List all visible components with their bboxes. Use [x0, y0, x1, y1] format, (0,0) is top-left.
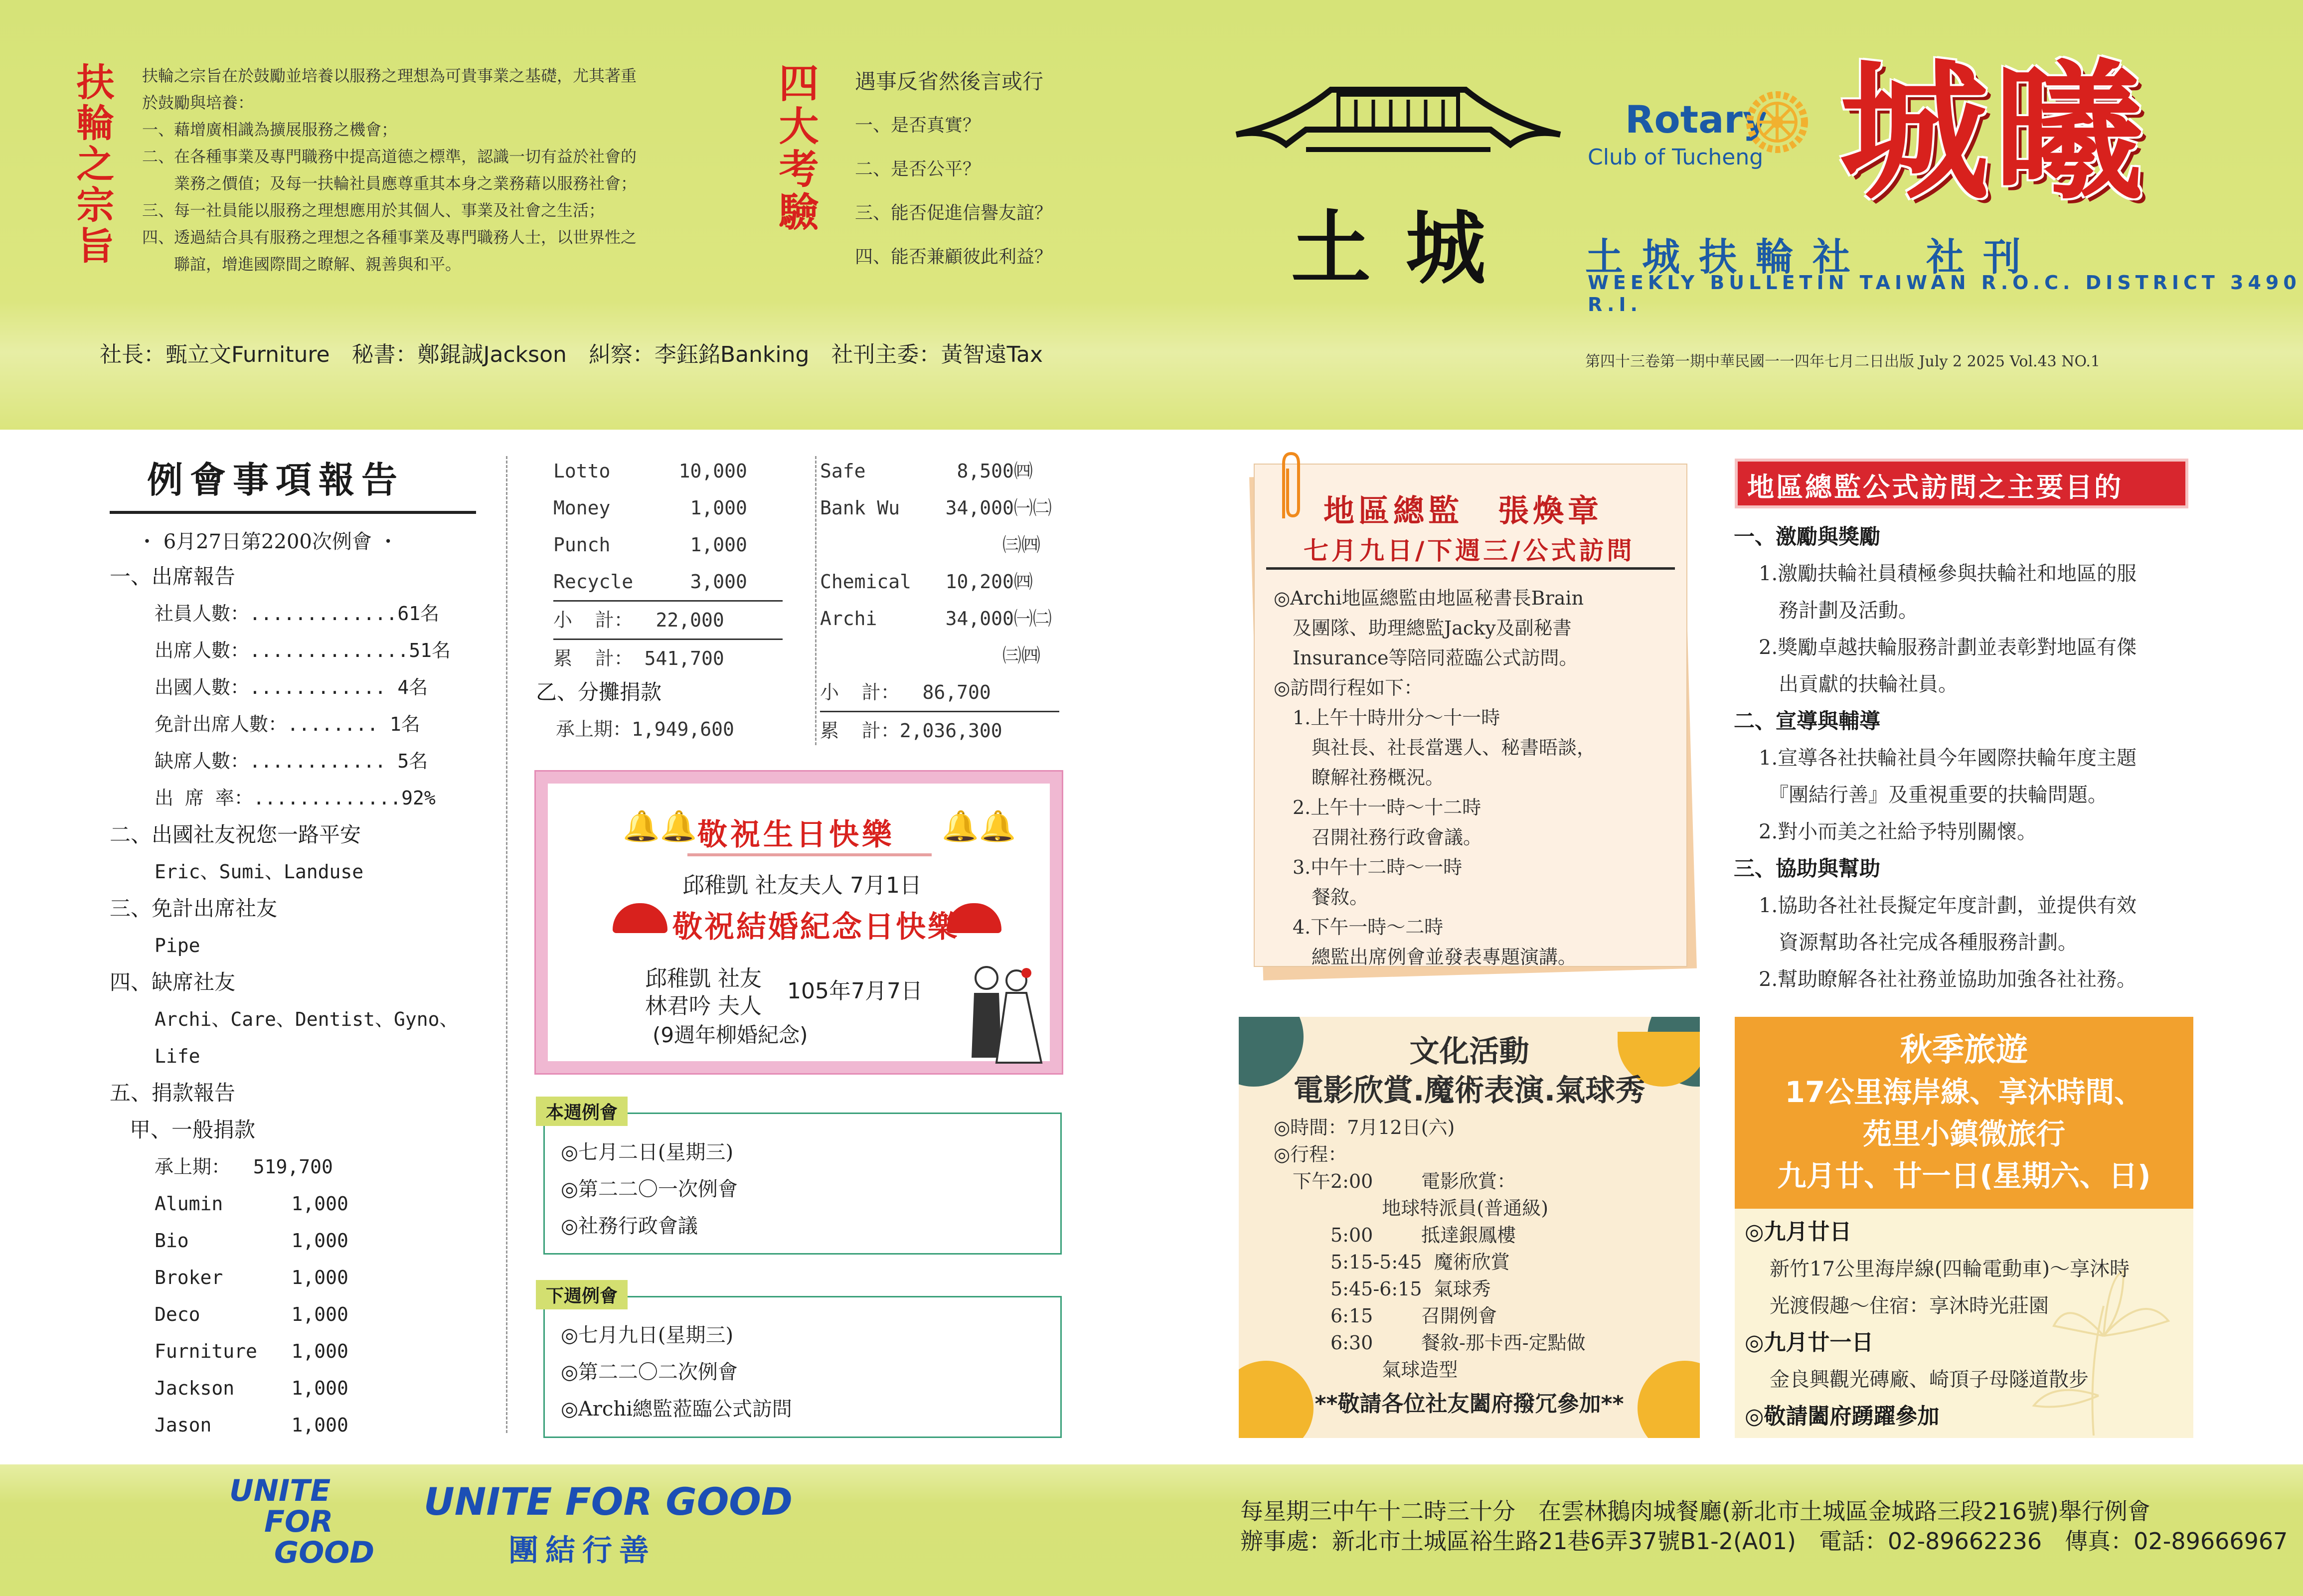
- this-week-tag: 本週例會: [536, 1097, 628, 1126]
- purpose-item: 三、每一社員能以服務之理想應用於其個人、事業及社會之生活；: [142, 201, 605, 220]
- report-line: Pipe: [155, 935, 200, 957]
- header-band: [0, 0, 2303, 430]
- purpose-item: 二、在各種事業及專門職務中提高道德之標準，認識一切有益於社會的: [142, 147, 637, 166]
- cake-icon: [613, 903, 667, 933]
- donation-row: ㈢㈣: [820, 644, 1041, 666]
- report-title: 例會事項報告: [147, 459, 405, 501]
- culture-line: 氣球造型: [1274, 1359, 1458, 1381]
- theme-title-zh: 團結行善: [508, 1533, 656, 1568]
- purpose-title: 扶輪之宗旨: [70, 62, 115, 267]
- four-way-test-title: 四大考驗: [772, 62, 819, 234]
- governor-subtitle: 七月九日/下週三/公式訪問: [1304, 536, 1635, 565]
- governor-line: 4.下午一時～二時: [1274, 916, 1444, 938]
- donations-right: [820, 453, 1059, 749]
- trip-title-line: 17公里海岸線、享沐時間、: [1785, 1075, 2143, 1109]
- report-line: Eric、Sumi、Landuse: [155, 861, 364, 883]
- anniversary-note: (9週年柳婚紀念): [653, 1023, 808, 1047]
- trip-day-item: 金良興觀光磚廠、崎頂子母隧道散步: [1770, 1368, 2089, 1391]
- column-divider: [506, 456, 507, 1433]
- donation-row: Money 1,000: [553, 497, 747, 519]
- culture-lines: [1274, 1114, 1586, 1383]
- governor-line: 1.上午十時卅分～十一時: [1274, 707, 1500, 729]
- goals-title: 地區總監公式訪問之主要目的: [1747, 472, 2123, 503]
- trip-card: [1735, 1017, 2193, 1438]
- donations-mid: [553, 453, 783, 677]
- report-line: 出國人數：............ 4名: [155, 676, 428, 698]
- donation-row: Archi 34,000㈠㈡: [820, 608, 1052, 630]
- donation-row: ㈢㈣: [820, 534, 1041, 556]
- governor-line: 及團隊、助理總監Jacky及副秘書: [1274, 617, 1572, 639]
- this-week-item: ◎社務行政會議: [561, 1215, 698, 1238]
- temple-roof-icon: [1231, 75, 1565, 169]
- governor-title: 地區總監 張煥章: [1323, 492, 1603, 529]
- next-week-tag: 下週例會: [536, 1280, 628, 1309]
- donation-total: 累 計： 541,700: [553, 647, 724, 669]
- goal-item: 1.協助各社社長擬定年度計劃，並提供有效: [1759, 894, 2137, 917]
- this-week-item: ◎第二二〇一次例會: [561, 1178, 738, 1201]
- culture-line: 5:45-6:15 氣球秀: [1274, 1278, 1491, 1300]
- rotary-wordmark: Rotary: [1625, 97, 1768, 142]
- column-divider: [815, 456, 817, 745]
- goals-lines: [1734, 518, 2137, 998]
- trip-lines: [1745, 1214, 2130, 1435]
- this-week-item: ◎七月二日(星期三): [561, 1141, 734, 1164]
- goal-item: 務計劃及活動。: [1759, 599, 1918, 622]
- donation-row: Punch 1,000: [553, 534, 747, 556]
- bulletin-subtitle-en: WEEKLY BULLETIN TAIWAN R.O.C. DISTRICT 3490 R.I.: [1588, 272, 2301, 316]
- purpose-text: [142, 62, 740, 278]
- paperclip-icon: [1274, 449, 1304, 523]
- officers-line: 社長：甄立文Furniture 秘書：鄭錕誠Jackson 糾察：李鈺銘Banking 社刊主委：黃智遠Tax: [100, 342, 1043, 367]
- celebration-card: [536, 772, 1062, 1073]
- governor-line: 瞭解社務概況。: [1274, 767, 1445, 789]
- governor-line: 與社長、社長當選人、秘書晤談，: [1274, 737, 1596, 759]
- culture-line: 6:15 召開例會: [1274, 1305, 1497, 1327]
- shared-donation-title: 乙、分攤捐款: [536, 680, 662, 704]
- donation-row: Safe 8,500㈣: [820, 460, 1033, 482]
- goal-item: 2.幫助瞭解各社社務並協助加強各社社務。: [1759, 968, 2137, 991]
- report-line: 出席人數：..............51名: [155, 639, 451, 661]
- anniversary-name: 林君吟 夫人: [645, 993, 762, 1019]
- goal-item: 資源幫助各社完成各種服務計劃。: [1759, 931, 2078, 954]
- goal-section-heading: 三、協助與幫助: [1734, 856, 1881, 881]
- donation-subtotal: 小 計： 86,700: [820, 674, 1059, 712]
- birthday-title: 敬祝生日快樂: [697, 817, 895, 852]
- purpose-item: 業務之價值；及每一扶輪社員應尊重其本身之業務藉以服務社會；: [142, 174, 637, 193]
- culture-line: 地球特派員(普通級): [1274, 1197, 1549, 1219]
- governor-line: 總監出席例會並發表專題演講。: [1274, 946, 1577, 968]
- theme-stack-line: GOOD: [274, 1535, 375, 1570]
- trip-day-item: 新竹17公里海岸線(四輪電動車)～享沐時: [1770, 1258, 2130, 1280]
- trip-title-line: 苑里小鎮微旅行: [1862, 1117, 2065, 1151]
- report-section-heading: 五、捐款報告: [110, 1081, 236, 1105]
- report-line: 承上期： 519,700: [155, 1156, 333, 1178]
- anniversary-date: 105年7月7日: [787, 978, 923, 1004]
- goal-item: 2.對小而美之社給予特別關懷。: [1759, 820, 2037, 843]
- report-title-rule: [110, 511, 476, 514]
- footer-band: [0, 1464, 2303, 1596]
- report-line: Deco 1,000: [155, 1303, 348, 1325]
- next-week-item: ◎七月九日(星期三): [561, 1324, 734, 1347]
- report-line: 社員人數：.............61名: [155, 603, 440, 625]
- governor-line: 3.中午十二時～一時: [1274, 856, 1463, 878]
- culture-line: ◎行程：: [1274, 1143, 1347, 1165]
- culture-line: ◎時間：7月12日(六): [1274, 1117, 1455, 1138]
- report-lines: [110, 558, 489, 1443]
- purpose-item: 聯誼，增進國際間之瞭解、親善與和平。: [142, 255, 462, 274]
- governor-line: ◎Archi地區總監由地區秘書長Brain: [1274, 587, 1584, 609]
- report-line: 免計出席人數：........ 1名: [155, 713, 420, 735]
- test-item: 四、能否兼顧彼此利益？: [855, 247, 1053, 267]
- birthday-rule: [687, 853, 932, 856]
- issue-line: 第四十三卷第一期中華民國一一四年七月二日出版 July 2 2025 Vol.43 NO.1: [1585, 353, 2100, 370]
- donation-row: Lotto 10,000: [553, 460, 747, 482]
- test-item: 二、是否公平？: [855, 159, 981, 179]
- governor-lines: [1274, 583, 1596, 972]
- donation-row: Bank Wu 34,000㈠㈡: [820, 497, 1052, 519]
- culture-subtitle: 電影欣賞.魔術表演.氣球秀: [1293, 1073, 1645, 1108]
- trip-title-line: 九月廿、廿一日(星期六、日): [1777, 1159, 2151, 1193]
- bell-icon: 🔔🔔: [942, 809, 1016, 844]
- donation-total: 累 計：2,036,300: [820, 720, 1002, 742]
- report-meeting-line: ・ 6月27日第2200次例會 ・: [137, 530, 398, 553]
- report-line: 出 席 率：.............92%: [155, 787, 436, 809]
- shared-donation-prev: 承上期：1,949,600: [556, 718, 734, 740]
- purpose-item: 一、藉增廣相識為擴展服務之機會；: [142, 120, 398, 139]
- wedding-couple-icon: [957, 958, 1046, 1068]
- culture-line: 5:00 抵達銀鳳樓: [1274, 1224, 1516, 1246]
- report-section-heading: 一、出席報告: [110, 564, 236, 589]
- bell-icon: 🔔🔔: [623, 809, 697, 844]
- theme-stack: [229, 1475, 374, 1568]
- tucheng-logo-text: 土城: [1291, 201, 1521, 295]
- goal-item: 1.宣導各社扶輪社員今年國際扶輪年度主題: [1759, 747, 2137, 770]
- four-way-test-list: [855, 60, 1134, 279]
- trip-title-line: 秋季旅遊: [1900, 1032, 2028, 1069]
- test-item: 一、是否真實？: [855, 115, 981, 136]
- masthead-title: 城曦: [1839, 44, 2148, 220]
- report-line: Jackson 1,000: [155, 1377, 348, 1399]
- birthday-line: 邱稚凱 社友夫人 7月1日: [682, 873, 922, 898]
- report-line: Broker 1,000: [155, 1267, 348, 1288]
- report-line: 缺席人數：............ 5名: [155, 750, 428, 772]
- donation-row: Recycle 3,000: [553, 571, 747, 593]
- this-week-list: [561, 1134, 738, 1245]
- report-line: Alumin 1,000: [155, 1193, 348, 1215]
- culture-note: **敬請各位社友闔府撥冗參加**: [1315, 1391, 1624, 1417]
- governor-line: 召開社務行政會議。: [1274, 826, 1482, 848]
- next-week-item: ◎第二二〇二次例會: [561, 1361, 738, 1384]
- anniversary-name: 邱稚凱 社友: [645, 966, 762, 991]
- culture-line: 下午2:00 電影欣賞：: [1274, 1170, 1516, 1192]
- report-line: Archi、Care、Dentist、Gyno、: [155, 1008, 459, 1030]
- culture-line: 5:15-5:45 魔術欣賞: [1274, 1251, 1510, 1273]
- next-week-list: [561, 1317, 792, 1428]
- goal-item: 1.激勵扶輪社員積極參與扶輪社和地區的服: [1759, 562, 2137, 585]
- theme-stack-line: FOR: [264, 1504, 333, 1539]
- meeting-info: 每星期三中午十二時三十分 在雲林鵝肉城餐廳(新北市土城區金城路三段216號)舉行例會: [1240, 1498, 2150, 1525]
- next-week-item: ◎Archi總監蒞臨公式訪問: [561, 1398, 792, 1421]
- governor-subtitle-rule: [1266, 567, 1675, 570]
- tests-intro: 遇事反省然後言或行: [855, 69, 1044, 94]
- bulletin-subtitle: 土城扶輪社 社刊: [1585, 235, 2040, 279]
- purpose-item: 四、透過結合具有服務之理想之各種事業及專門職務人士，以世界性之: [142, 228, 637, 247]
- report-subheading: 甲、一般捐款: [130, 1117, 256, 1142]
- trip-day-heading: ◎敬請闔府踴躍參加: [1745, 1404, 1940, 1429]
- report-line: Jason 1,000: [155, 1414, 348, 1436]
- report-line: Life: [155, 1045, 200, 1067]
- report-line: Bio 1,000: [155, 1230, 348, 1252]
- trip-day-heading: ◎九月廿日: [1745, 1219, 1852, 1245]
- goal-section-heading: 一、激勵與獎勵: [1734, 524, 1881, 549]
- rotary-club-name: Club of Tucheng: [1588, 145, 1764, 170]
- office-info: 辦事處：新北市土城區裕生路21巷6弄37號B1-2(A01) 電話：02-89662236 傳真：02-89666967: [1240, 1528, 2288, 1555]
- test-item: 三、能否促進信譽友誼？: [855, 203, 1053, 223]
- report-section-heading: 二、出國社友祝您一路平安: [110, 822, 361, 847]
- goal-item: 2.獎勵卓越扶輪服務計劃並表彰對地區有傑: [1759, 636, 2137, 659]
- goal-section-heading: 二、宣導與輔導: [1734, 709, 1881, 733]
- purpose-intro-2: 於鼓勵與培養：: [142, 93, 254, 112]
- purpose-intro: 扶輪之宗旨在於鼓勵並培養以服務之理想為可貴事業之基礎，尤其著重: [142, 66, 637, 85]
- trip-title: [1735, 1029, 2193, 1197]
- donation-subtotal: 小 計： 22,000: [553, 600, 783, 640]
- governor-line: 2.上午十一時～十二時: [1274, 797, 1481, 818]
- goal-item: 出貢獻的扶輪社員。: [1759, 673, 1958, 696]
- donation-row: Chemical 10,200㈣: [820, 571, 1033, 593]
- governor-line: Insurance等陪同蒞臨公式訪問。: [1274, 647, 1578, 669]
- culture-title: 文化活動: [1409, 1034, 1529, 1069]
- culture-card: [1239, 1017, 1700, 1438]
- culture-line: 6:30 餐敘-那卡西-定點做: [1274, 1332, 1586, 1354]
- anniversary-title: 敬祝結婚紀念日快樂: [672, 910, 960, 945]
- goal-item: 『團結行善』及重視重要的扶輪問題。: [1759, 784, 2108, 806]
- report-line: Furniture 1,000: [155, 1340, 348, 1362]
- theme-stack-line: UNITE: [229, 1473, 331, 1508]
- report-section-heading: 三、免計出席社友: [110, 896, 278, 921]
- governor-line: ◎訪問行程如下：: [1274, 677, 1423, 699]
- governor-line: 餐敘。: [1274, 886, 1369, 908]
- theme-title: UNITE FOR GOOD: [424, 1479, 793, 1524]
- trip-day-item: 光渡假趣～住宿：享沐時光莊園: [1770, 1294, 2049, 1317]
- trip-day-heading: ◎九月廿一日: [1745, 1330, 1874, 1355]
- report-section-heading: 四、缺席社友: [110, 970, 236, 994]
